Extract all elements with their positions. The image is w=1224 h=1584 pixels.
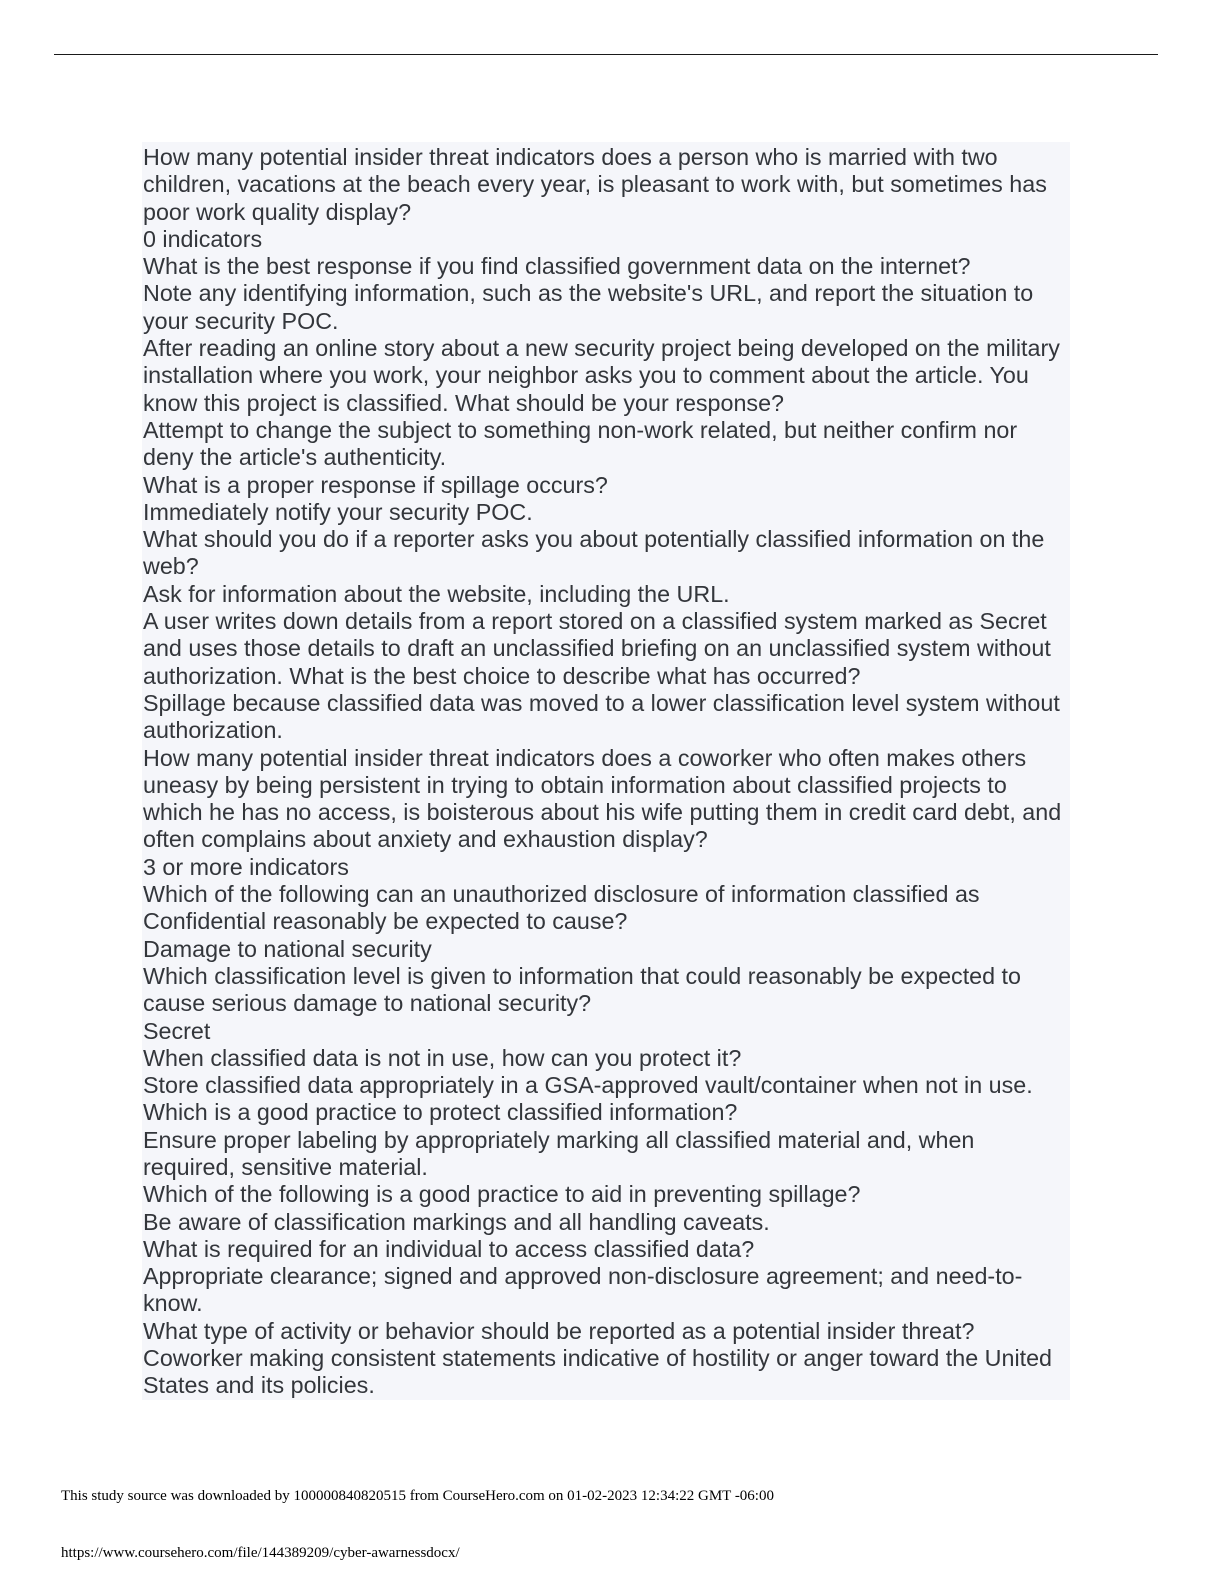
answer-text: Be aware of classification markings and all handling caveats. — [143, 1208, 770, 1235]
answer-text: Coworker making consistent statements indicative of hostility or anger toward the United States and its policies. — [143, 1345, 1053, 1399]
question-text: A user writes down details from a report stored on a classified system marked as Secret and uses those details to draft an unclassified briefing on an unclassified system without authorization. What is the best choice to describe what has occurred? — [143, 608, 1051, 689]
source-url: https://www.coursehero.com/file/144389209/cyber-awarnessdocx/ — [61, 1545, 460, 1561]
download-source-note: This study source was downloaded by 100000840820515 from CourseHero.com on 01-02-2023 12:34:22 GMT -06:00 — [61, 1488, 774, 1504]
question-text: What should you do if a reporter asks you about potentially classified information on the web? — [143, 526, 1045, 580]
question-text: Which classification level is given to information that could reasonably be expected to cause serious damage to national security? — [143, 962, 1021, 1017]
question-text: Which is a good practice to protect classified information? — [143, 1099, 738, 1126]
question-text: What is required for an individual to access classified data? — [143, 1235, 755, 1262]
header-rule — [54, 54, 1158, 55]
answer-text: Spillage because classified data was moved to a lower classification level system without authorization. — [143, 689, 1060, 744]
answer-text: Secret — [143, 1017, 211, 1044]
answer-text: Ask for information about the website, including the URL. — [143, 580, 730, 607]
answer-text: Appropriate clearance; signed and approved non-disclosure agreement; and need-to-know. — [143, 1263, 1023, 1317]
question-text: Which of the following is a good practice to aid in preventing spillage? — [143, 1181, 861, 1208]
answer-text: Note any identifying information, such as the website's URL, and report the situation to your security POC. — [143, 280, 1034, 334]
qa-content-block — [142, 142, 1070, 1400]
answer-text: 3 or more indicators — [143, 853, 349, 880]
answer-text: Attempt to change the subject to something non-work related, but neither confirm nor deny the article's authenticity. — [143, 416, 1018, 471]
answer-text: Ensure proper labeling by appropriately marking all classified material and, when required, sensitive material. — [143, 1126, 975, 1180]
question-text: What is a proper response if spillage occurs? — [143, 471, 608, 498]
question-text: When classified data is not in use, how can you protect it? — [143, 1044, 742, 1071]
answer-text: Immediately notify your security POC. — [143, 498, 533, 525]
question-text: What type of activity or behavior should be reported as a potential insider threat? — [143, 1317, 975, 1344]
question-text: How many potential insider threat indicators does a coworker who often makes others uneasy by being persistent in trying to obtain information about classified projects to which he has no access, is boisterous about his wife putting them in credit card debt, and often complains about anxiety and exhaustion display? — [143, 744, 1062, 853]
question-text: After reading an online story about a new security project being developed on the military installation where you work, your neighbor asks you to comment about the article. You know this project is classified. What should be your response? — [143, 335, 1060, 416]
answer-text: Damage to national security — [143, 935, 432, 962]
question-text: Which of the following can an unauthorized disclosure of information classified as Confidential reasonably be expected to cause? — [143, 881, 980, 935]
answer-text: Store classified data appropriately in a GSA-approved vault/container when not in use. — [143, 1072, 1033, 1099]
answer-text: 0 indicators — [143, 225, 263, 252]
question-text: How many potential insider threat indicators does a person who is married with two children, vacations at the beach every year, is pleasant to work with, but sometimes has poor work quality display? — [143, 144, 1047, 225]
question-text: What is the best response if you find classified government data on the internet? — [143, 253, 971, 280]
